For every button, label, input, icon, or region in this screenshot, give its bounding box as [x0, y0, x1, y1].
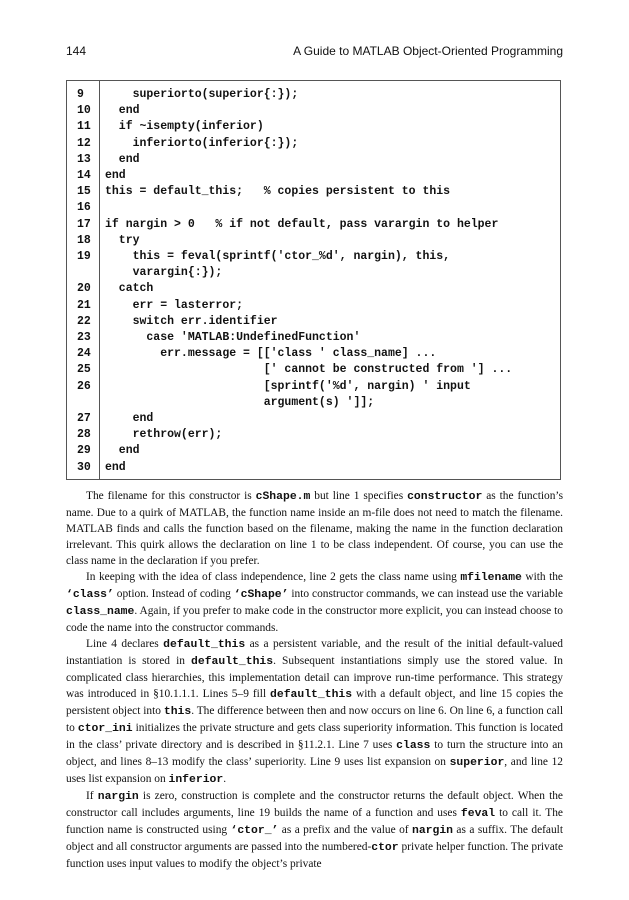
page-header [66, 44, 563, 62]
code-line [67, 395, 557, 411]
line-number: 18 [77, 233, 91, 247]
code-line [67, 346, 557, 362]
code-line [67, 87, 557, 103]
page-number: 144 [66, 44, 87, 58]
line-number: 24 [77, 347, 91, 361]
code-line [67, 249, 557, 265]
running-title: A Guide to MATLAB Object-Oriented Programming [293, 44, 563, 58]
code-line [67, 362, 557, 378]
code-line [67, 443, 557, 459]
code-text: [' cannot be constructed from '] ... [105, 363, 513, 377]
code-line [67, 168, 557, 184]
code-line [67, 330, 557, 346]
code-text: err = lasterror; [105, 298, 244, 312]
code-line [67, 184, 557, 200]
line-number: 15 [77, 185, 91, 199]
code-text: this = feval(sprintf('ctor_%d', nargin), this, [105, 250, 451, 263]
code-line [67, 460, 557, 476]
paragraph-4: If nargin is zero, construction is complete and the constructor returns the default object. When the constructor call includes arguments, line 19 builds the name of a function and uses feval to call it. The function name is constructed using ‘ctor_’ as a prefix and the value of nargin as a suffix. The default object and all constructor arguments are passed into the numbered-ctor private helper function. The private function uses input values to modify the object’s private [66, 790, 563, 870]
code-line [67, 281, 557, 297]
line-number: 17 [77, 217, 91, 231]
code-text: try [105, 233, 140, 247]
code-line [67, 200, 557, 216]
code-line [67, 217, 557, 233]
line-number: 11 [77, 120, 91, 134]
code-line [67, 136, 557, 152]
code-line [67, 314, 557, 330]
line-number: 19 [77, 250, 91, 263]
code-text: case 'MATLAB:UndefinedFunction' [105, 331, 361, 344]
paragraph-3: Line 4 declares default_this as a persistent variable, and the result of the initial default-valued instantiation is stored in default_this. Subsequent instantiations simply use the stored value. In complicated class hierarchies, this implementation detail can improve run-time performance. This strategy was introduced in §10.1.1.1. Lines 5–9 fill default_this with a default object, and line 15 copies the persistent object into this. The difference between then and now occurs on line 6. On line 6, a function call to ctor_ini initializes the private structure and gets class superiority information. This function is located in the class’ private directory and is described in §11.2.1. Line 7 uses class to turn the structure into an object, and lines 8–13 modify the class’ superiority. Line 9 uses list expansion on superior, and line 12 uses list expansion on inferior. [66, 638, 564, 786]
code-text: superiorto(superior{:}); [105, 88, 299, 101]
code-text: switch err.identifier [105, 314, 278, 328]
line-number: 27 [77, 412, 91, 425]
code-text: if nargin > 0 % if not default, pass varargin to helper [105, 217, 499, 231]
line-number: 23 [77, 331, 91, 344]
code-line [67, 298, 557, 314]
code-text: end [105, 152, 140, 166]
code-line [67, 379, 557, 395]
code-text: end [105, 444, 140, 458]
code-text: catch [105, 282, 154, 296]
code-line [67, 103, 557, 119]
paragraph-2: In keeping with the idea of class independence, line 2 gets the class name using mfilename with the ‘class’ option. Instead of coding ‘cShape’ into constructor commands, we can instead use the variable class_name. Again, if you prefer to make code in the constructor more explicit, you can instead choose to code the name into the constructor commands. [66, 571, 563, 634]
line-number: 20 [77, 282, 91, 296]
code-line [67, 411, 557, 427]
code-line [67, 427, 557, 443]
line-number: 25 [77, 363, 91, 377]
code-text: end [105, 104, 140, 118]
code-text: rethrow(err); [105, 428, 223, 442]
code-line [67, 152, 557, 168]
code-text: varargin{:}); [105, 266, 223, 280]
line-number: 12 [77, 136, 91, 150]
line-number: 29 [77, 444, 91, 458]
line-number: 13 [77, 152, 91, 166]
code-text: argument(s) ']]; [105, 395, 375, 409]
line-number: 10 [77, 104, 91, 118]
code-line [67, 119, 557, 135]
line-number: 26 [77, 379, 91, 393]
line-number: 14 [77, 169, 91, 182]
line-number: 21 [77, 298, 91, 312]
line-number: 22 [77, 314, 91, 328]
line-number: 30 [77, 460, 91, 474]
code-text: err.message = [['class ' class_name] ... [105, 347, 437, 361]
code-text: [sprintf('%d', nargin) ' input [105, 379, 471, 393]
code-text: if ~isempty(inferior) [105, 120, 264, 134]
code-text: this = default_this; % copies persistent to this [105, 185, 451, 199]
code-line [67, 233, 557, 249]
paragraph-1: The filename for this constructor is cShape.m but line 1 specifies constructor as the function’s name. Due to a quirk of MATLAB, the function name inside an m-file does not need to match the filename. MATLAB finds and calls the function based on the filename, making the name in the function declaration irrelevant. This quirk allows the declaration on line 1 to be class independent. Of course, you can use the class name in the declaration if you prefer. [66, 490, 564, 567]
code-text: inferiorto(inferior{:}); [105, 136, 299, 150]
code-text: end [105, 169, 126, 182]
code-text: end [105, 412, 154, 425]
line-number: 28 [77, 428, 91, 442]
body-text [66, 488, 563, 872]
code-listing [66, 80, 561, 480]
code-line [67, 265, 557, 281]
line-number: 9 [77, 88, 84, 101]
line-number: 16 [77, 201, 91, 215]
code-text: end [105, 460, 126, 474]
